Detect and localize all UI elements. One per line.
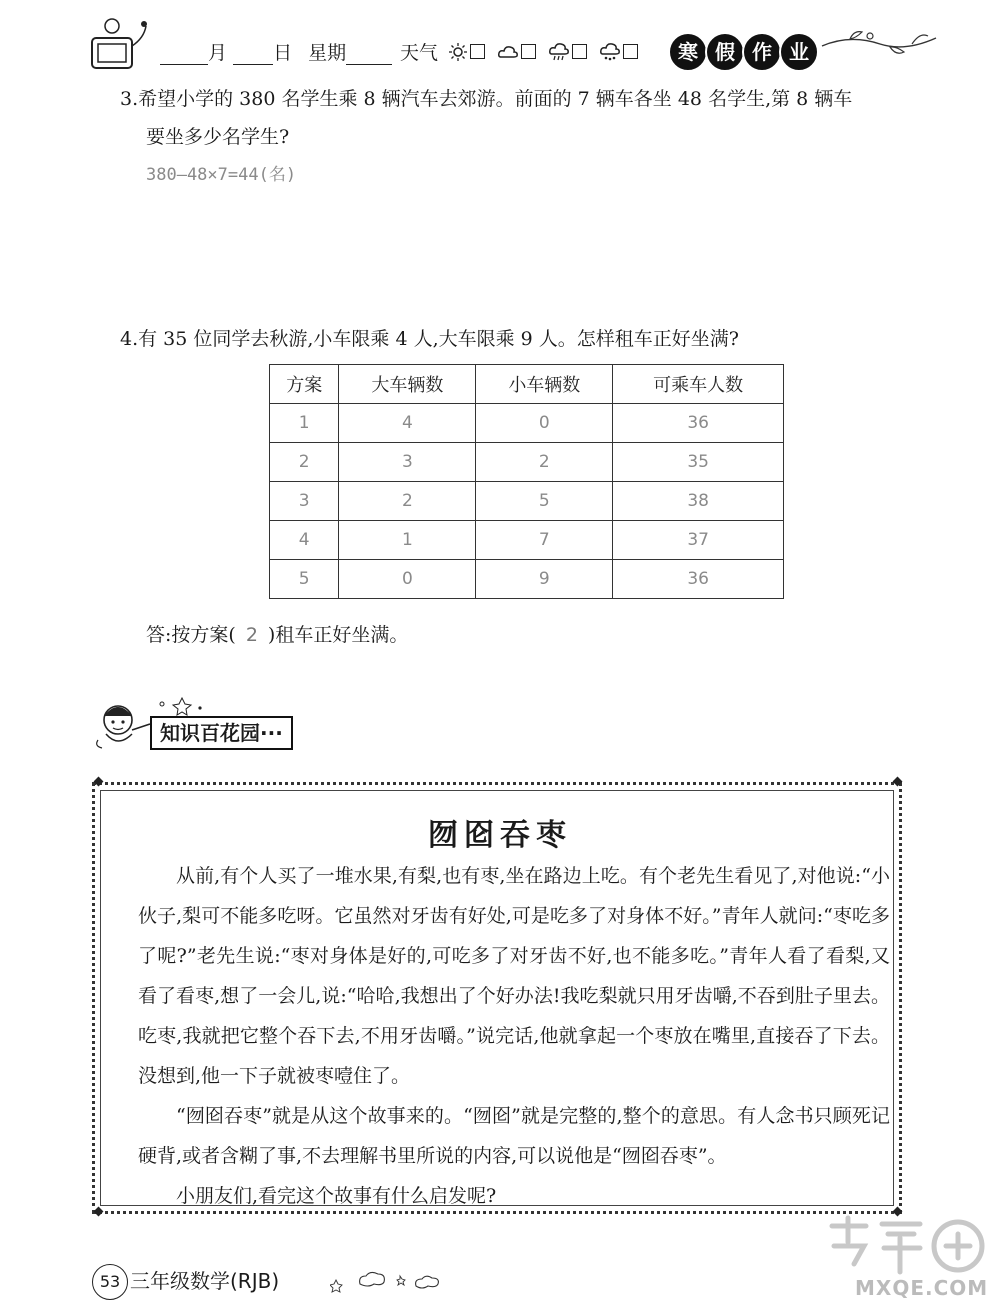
col-header-small-cars: 小车辆数 [476, 365, 613, 404]
table-row [270, 521, 784, 560]
month-label: 月 [208, 42, 228, 64]
col-header-capacity: 可乘车人数 [613, 365, 784, 404]
table-cell: 1 [339, 521, 476, 560]
table-header-row [270, 365, 784, 404]
table-cell: 1 [270, 404, 339, 443]
problem-3-line-2: 要坐多少名学生? [146, 126, 290, 148]
table-cell: 4 [339, 404, 476, 443]
watermark-text: MXQE.COM [855, 1276, 989, 1300]
table-row [270, 404, 784, 443]
table-row [270, 443, 784, 482]
winter-homework-badge [668, 32, 816, 72]
page-header [0, 0, 1000, 80]
table-row [270, 560, 784, 599]
table-cell: 5 [476, 482, 613, 521]
table-cell: 36 [613, 404, 784, 443]
rain-icon [548, 42, 570, 62]
rainy-checkbox[interactable] [572, 44, 587, 59]
badge-char: 假 [705, 32, 745, 72]
table-cell: 35 [613, 443, 784, 482]
weather-sunny[interactable] [448, 42, 485, 62]
badge-char: 业 [779, 32, 819, 72]
snow-icon [599, 42, 621, 62]
table-cell: 2 [270, 443, 339, 482]
answer-prefix: 答:按方案( [146, 624, 236, 646]
problem-4-question: 4.有 35 位同学去秋游,小车限乘 4 人,大车限乘 9 人。怎样租车正好坐满? [120, 328, 739, 350]
day-blank[interactable] [233, 44, 273, 65]
cloudy-checkbox[interactable] [521, 44, 536, 59]
book-title: 三年级数学(RJB) [130, 1269, 280, 1293]
table-cell: 2 [339, 482, 476, 521]
cartoon-tv-icon [88, 16, 150, 74]
cloud-star-decoration-icon [330, 1266, 450, 1296]
weather-cloudy[interactable] [497, 42, 536, 62]
answer-fill-in[interactable]: 2 [245, 624, 258, 646]
weather-selector [400, 38, 646, 65]
weather-rainy[interactable] [548, 42, 587, 62]
table-cell: 7 [476, 521, 613, 560]
weekday-blank[interactable] [346, 44, 392, 65]
story-paragraph-3: 小朋友们,看完这个故事有什么启发呢? [176, 1185, 497, 1207]
table-cell: 9 [476, 560, 613, 599]
page-number: 53 [92, 1264, 128, 1300]
table-cell: 37 [613, 521, 784, 560]
col-header-plan: 方案 [270, 365, 339, 404]
problem-3-line-1: 3.希望小学的 380 名学生乘 8 辆汽车去郊游。前面的 7 辆车各坐 48 名学生,第 8 辆车 [120, 88, 853, 110]
story-paragraph-2: “囫囵吞枣”就是从这个故事来的。“囫囵”就是完整的,整个的意思。有人念书只顾死记硬背,或者含糊了事,不去理解书里所说的内容,可以说他是“囫囵吞枣”。 [138, 1105, 890, 1167]
badge-char: 作 [742, 32, 782, 72]
table-cell: 4 [270, 521, 339, 560]
table-cell: 0 [339, 560, 476, 599]
sunny-checkbox[interactable] [470, 44, 485, 59]
story-title: 囫囵吞枣 [428, 818, 572, 853]
cloud-icon [497, 42, 519, 62]
date-fields [160, 38, 392, 65]
badge-char: 寒 [668, 32, 708, 72]
col-header-large-cars: 大车辆数 [339, 365, 476, 404]
weekday-label: 星期 [308, 42, 347, 64]
problem-4-answer [146, 620, 408, 647]
table-cell: 2 [476, 443, 613, 482]
table-cell: 5 [270, 560, 339, 599]
problem-3-answer: 380—48×7=44(名) [146, 165, 297, 185]
table-cell: 3 [339, 443, 476, 482]
rental-plan-table [269, 364, 784, 599]
snowy-checkbox[interactable] [623, 44, 638, 59]
problem-3 [120, 80, 920, 156]
month-blank[interactable] [160, 44, 208, 65]
sun-icon [448, 42, 468, 62]
story-paragraph-1: 从前,有个人买了一堆水果,有梨,也有枣,坐在路边上吃。有个老先生看见了,对他说:“小伙子,梨可不能多吃呀。它虽然对牙齿有好处,可是吃多了对身体不好。”青年人就问:“枣吃多了呢?”老先生说:“枣对身体是好的,可吃多了对牙齿不好,也不能多吃。”青年人看了看梨,又看了看枣,想了一会儿,说:“哈哈,我想出了个好办法!我吃梨就只用牙齿嚼,不吞到肚子里去。吃枣,我就把它整个吞下去,不用牙齿嚼。”说完话,他就拿起一个枣放在嘴里,直接吞了下去。没想到,他一下子就被枣噎住了。 [138, 865, 890, 1087]
table-cell: 38 [613, 482, 784, 521]
vine-decoration-icon [820, 24, 940, 64]
section-title: 知识百花园··· [150, 716, 293, 750]
answer-suffix: )租车正好坐满。 [267, 624, 409, 646]
table-cell: 0 [476, 404, 613, 443]
table-cell: 36 [613, 560, 784, 599]
day-label: 日 [273, 42, 293, 64]
weather-label: 天气 [400, 42, 439, 64]
weather-snowy[interactable] [599, 42, 638, 62]
table-row [270, 482, 784, 521]
table-cell: 3 [270, 482, 339, 521]
